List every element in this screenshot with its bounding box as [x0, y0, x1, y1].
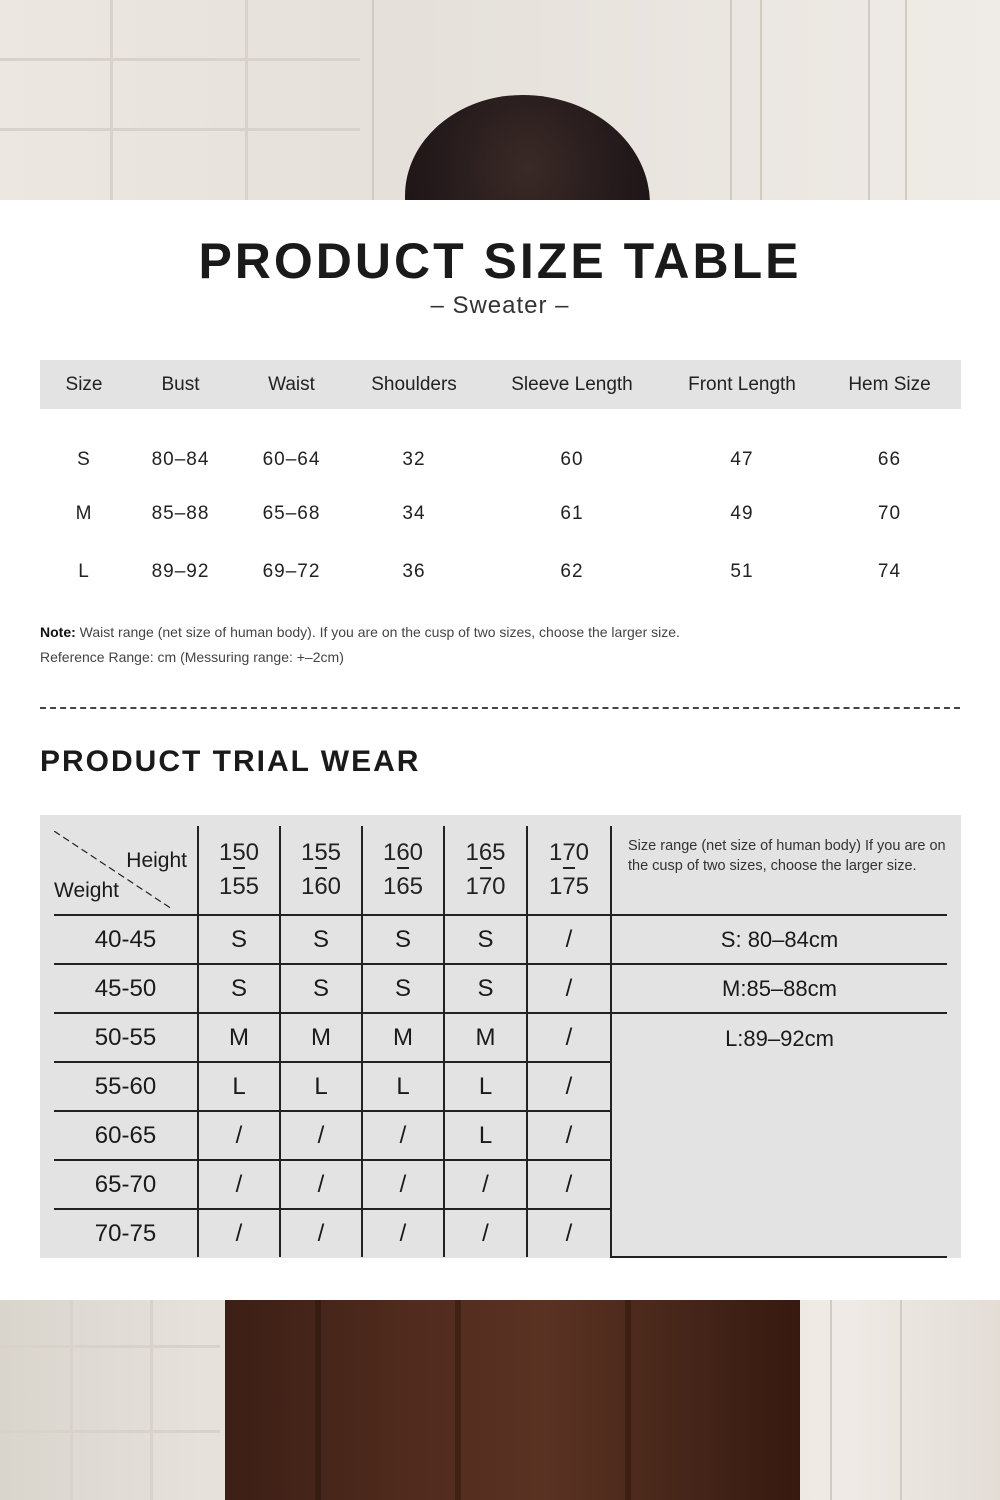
height-range-end: 155	[218, 873, 260, 900]
height-range-header	[527, 826, 611, 915]
size-table-header: Sleeve Length	[478, 360, 666, 409]
skirt-fold	[625, 1300, 631, 1500]
table-row	[40, 543, 961, 601]
range-dash	[397, 867, 409, 869]
height-weight-corner	[54, 826, 198, 915]
recommended-size-cell: M	[444, 1013, 527, 1062]
recommended-size-cell: /	[527, 915, 611, 964]
dashed-divider	[40, 707, 960, 709]
recommended-size-cell: /	[198, 1160, 280, 1209]
hem-size-cell: 66	[877, 449, 902, 470]
range-dash	[563, 867, 575, 869]
door-panel-line	[730, 0, 732, 200]
bust-cell: 85–88	[151, 503, 210, 524]
skirt-fold	[455, 1300, 461, 1500]
size-table-header: Front Length	[666, 360, 818, 409]
shoulders-cell: 36	[402, 561, 426, 582]
model-hair	[405, 95, 650, 200]
door-panel-line	[905, 0, 907, 200]
waist-cell: 65–68	[262, 503, 321, 524]
reference-range-note: Reference Range: cm (Messuring range: +–2cm)	[40, 649, 344, 665]
height-range-start: 150	[218, 839, 260, 866]
recommended-size-cell: /	[362, 1209, 444, 1257]
weight-range-cell: 45-50	[54, 964, 198, 1013]
height-range-end: 160	[300, 873, 342, 900]
recommended-size-cell: M	[362, 1013, 444, 1062]
trial-row	[54, 915, 947, 964]
trial-wear-table	[54, 826, 947, 1258]
height-range-header	[198, 826, 280, 915]
size-range-s: S: 80–84cm	[611, 915, 947, 964]
size-table-header: Shoulders	[350, 360, 478, 409]
height-range-end: 170	[465, 873, 506, 900]
range-dash	[233, 867, 245, 869]
recommended-size-cell: S	[362, 964, 444, 1013]
recommended-size-cell: /	[362, 1160, 444, 1209]
height-label: Height	[126, 849, 187, 872]
recommended-size-cell: S	[362, 915, 444, 964]
size-table-header: Waist	[233, 360, 350, 409]
weight-range-cell: 55-60	[54, 1062, 198, 1111]
shoulders-cell: 34	[402, 503, 426, 524]
trial-row	[54, 1013, 947, 1062]
door-panel-line	[372, 0, 374, 200]
recommended-size-cell: /	[444, 1160, 527, 1209]
page-title: PRODUCT SIZE TABLE	[198, 233, 802, 289]
size-table-header: Bust	[128, 360, 233, 409]
model-skirt	[225, 1300, 800, 1500]
size-table-header: Hem Size	[818, 360, 961, 409]
recommended-size-cell: L	[280, 1062, 362, 1111]
recommended-size-cell: L	[362, 1062, 444, 1111]
table-row	[40, 409, 961, 485]
waist-cell: 69–72	[262, 561, 321, 582]
size-range-l: L:89–92cm	[611, 1013, 947, 1257]
recommended-size-cell: S	[198, 964, 280, 1013]
door-panel-line	[760, 0, 762, 200]
recommended-size-cell: S	[198, 915, 280, 964]
front-length-cell: 51	[730, 561, 754, 582]
recommended-size-cell: M	[198, 1013, 280, 1062]
trial-row	[54, 964, 947, 1013]
weight-range-cell: 40-45	[54, 915, 198, 964]
sleeve-length-cell: 60	[560, 449, 584, 470]
size-note	[40, 624, 680, 640]
background-photo-bottom	[0, 1300, 1000, 1500]
size-table-header-row	[40, 360, 961, 409]
height-range-header	[280, 826, 362, 915]
recommended-size-cell: L	[198, 1062, 280, 1111]
height-range-end: 175	[548, 873, 590, 900]
recommended-size-cell: S	[444, 915, 527, 964]
range-dash	[480, 867, 492, 869]
bust-cell: 89–92	[151, 561, 210, 582]
wall-tile-line	[70, 1300, 73, 1500]
recommended-size-cell: S	[280, 915, 362, 964]
note-label: Note:	[40, 624, 76, 640]
wall-tile-line	[245, 0, 248, 200]
table-row	[40, 485, 961, 543]
weight-range-cell: 65-70	[54, 1160, 198, 1209]
size-table	[40, 360, 961, 601]
hem-size-cell: 70	[877, 503, 902, 524]
range-dash	[315, 867, 327, 869]
weight-label: Weight	[54, 879, 119, 902]
sleeve-length-cell: 61	[560, 503, 584, 524]
wall-tile-line	[0, 58, 360, 61]
hem-size-cell: 74	[877, 561, 902, 582]
height-range-start: 155	[300, 839, 342, 866]
trial-wear-title: PRODUCT TRIAL WEAR	[40, 745, 421, 778]
wall-tile-line	[0, 1430, 220, 1433]
skirt-fold	[315, 1300, 321, 1500]
door-panel-line	[900, 1300, 902, 1500]
recommended-size-cell: /	[527, 964, 611, 1013]
size-cell: L	[78, 561, 90, 582]
front-length-cell: 47	[730, 449, 754, 470]
recommended-size-cell: /	[527, 1013, 611, 1062]
weight-range-cell: 60-65	[54, 1111, 198, 1160]
waist-cell: 60–64	[262, 449, 321, 470]
wall-tile-line	[0, 1345, 220, 1348]
recommended-size-cell: /	[527, 1160, 611, 1209]
recommended-size-cell: /	[362, 1111, 444, 1160]
bust-cell: 80–84	[151, 449, 210, 470]
recommended-size-cell: L	[444, 1111, 527, 1160]
recommended-size-cell: /	[280, 1209, 362, 1257]
front-length-cell: 49	[730, 503, 754, 524]
background-photo-top	[0, 0, 1000, 200]
recommended-size-cell: /	[280, 1111, 362, 1160]
sleeve-length-cell: 62	[560, 561, 584, 582]
height-range-start: 170	[548, 839, 590, 866]
recommended-size-cell: /	[198, 1209, 280, 1257]
wall-tile-line	[150, 1300, 153, 1500]
trial-header-row	[54, 826, 947, 915]
recommended-size-cell: /	[280, 1160, 362, 1209]
height-range-end: 165	[382, 873, 424, 900]
recommended-size-cell: /	[527, 1111, 611, 1160]
shoulders-cell: 32	[402, 449, 426, 470]
recommended-size-cell: /	[527, 1209, 611, 1257]
recommended-size-cell: /	[198, 1111, 280, 1160]
recommended-size-cell: /	[444, 1209, 527, 1257]
size-range-note: Size range (net size of human body) If you are on the cusp of two sizes, choose the larger size.	[611, 826, 947, 915]
note-text: Waist range (net size of human body). If you are on the cusp of two sizes, choose the larger size.	[75, 624, 680, 640]
wall-tile-line	[110, 0, 113, 200]
recommended-size-cell: S	[280, 964, 362, 1013]
size-cell: S	[77, 449, 91, 470]
door-panel-line	[868, 0, 870, 200]
weight-range-cell: 50-55	[54, 1013, 198, 1062]
height-range-header	[362, 826, 444, 915]
height-range-start: 165	[465, 839, 506, 866]
weight-range-cell: 70-75	[54, 1209, 198, 1257]
recommended-size-cell: M	[280, 1013, 362, 1062]
size-range-m: M:85–88cm	[611, 964, 947, 1013]
wall-tile-line	[0, 128, 360, 131]
recommended-size-cell: L	[444, 1062, 527, 1111]
door-panel-line	[830, 1300, 832, 1500]
recommended-size-cell: /	[527, 1062, 611, 1111]
height-range-start: 160	[382, 839, 424, 866]
height-range-header	[444, 826, 527, 915]
recommended-size-cell: S	[444, 964, 527, 1013]
size-cell: M	[75, 503, 93, 524]
product-subtitle: – Sweater –	[430, 292, 570, 319]
size-table-header: Size	[40, 360, 128, 409]
